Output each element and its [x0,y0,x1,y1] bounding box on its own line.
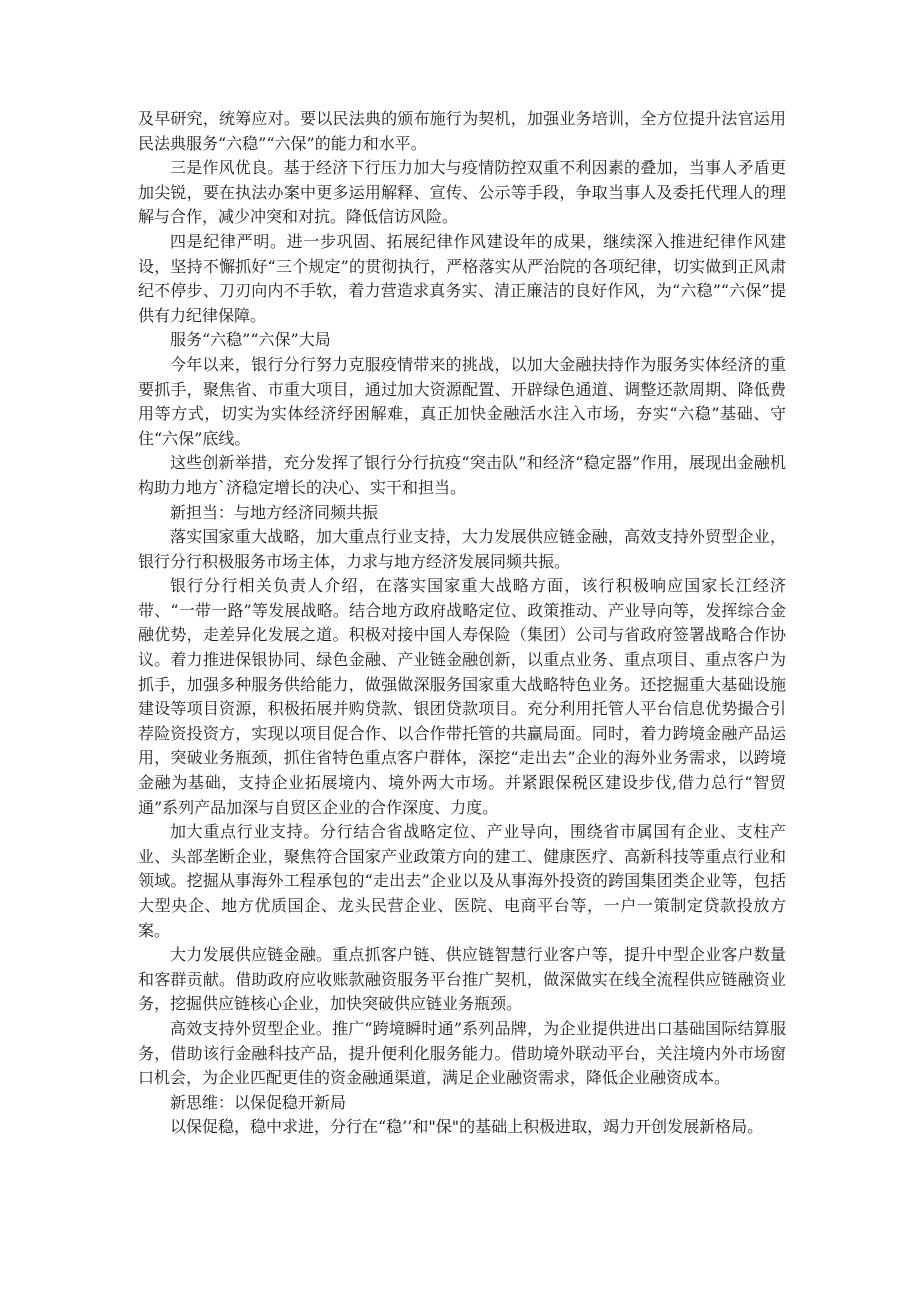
paragraph-4: 今年以来，银行分行努力克服疫情带来的挑战，以加大金融扶持作为服务实体经济的重要抓手，聚焦省、市重大项目，通过加大资源配置、开辟绿色通道、调整还款周期、降低费用等方式，切实为实体经济纾困解难，真正加快金融活水注入市场，夯实“六稳”基础、守住“六保”底线。 [138,354,786,448]
paragraph-5: 这些创新举措，充分发挥了银行分行抗疫“突击队”和经济“稳定器”作用，展现出金融机构助力地方`济稳定增长的决心、实干和担当。 [138,453,786,497]
paragraph-9: 大力发展供应链金融。重点抓客户链、供应链智慧行业客户等，提升中型企业客户数量和客群贡献。借助政府应收账款融资服务平台推广契机，做深做实在线全流程供应链融资业务，挖掘供应链核心企业，加快突破供应链业务瓶颈。 [138,945,786,1014]
paragraph-8: 加大重点行业支持。分行结合省战略定位、产业导向，围绕省市属国有企业、支柱产业、头部垄断企业，聚焦符合国家产业政策方向的建工、健康医疗、高新科技等重点行业和领域。挖掘从事海外工程承包的“走出去”企业以及从事海外投资的跨国集团类企业等，包括大型央企、地方优质国企、龙头民营企业、医院、电商平台等，一户一策制定贷款投放方案。 [138,822,786,940]
section-heading-3: 新思维：以保促稳开新局 [170,1092,347,1112]
section-heading-2: 新担当：与地方经济同频共振 [170,502,379,522]
paragraph-2: 三是作风优良。基于经济下行压力加大与疫情防控双重不利因素的叠加，当事人矛盾更加尖锐，要在执法办案中更多运用解释、宣传、公示等手段，争取当事人及委托代理人的理解与合作，减少冲突和对抗。降低信访风险。 [138,158,786,227]
section-heading-1: 服务“六稳”“六保”大局 [170,330,331,350]
paragraph-7: 银行分行相关负责人介绍，在落实国家重大战略方面，该行积极响应国家长江经济带、“一带一路”等发展战略。结合地方政府战略定位、政策推动、产业导向等，发挥综合金融优势，走差异化发展之道。积极对接中国人寿保险（集团）公司与省政府签署战略合作协议。着力推进保银协同、绿色金融、产业链金融创新，以重点业务、重点项目、重点客户为抓手，加强多种服务供给能力，做强做深服务国家重大战略特色业务。还挖掘重大基础设施建设等项目资源，积极拓展并购贷款、银团贷款项目。充分利用托管人平台信息优势撮合引荐险资投资方，实现以项目促合作、以合作带托管的共赢局面。同时，着力跨境金融产品运用，突破业务瓶颈，抓住省特色重点客户群体，深挖“走出去”企业的海外业务需求，以跨境金融为基础，支持企业拓展境内、境外两大市场。并紧跟保税区建设步伐,借力总行“智贸通”系列产品加深与自贸区企业的合作深度、力度。 [138,576,786,817]
paragraph-6: 落实国家重大战略，加大重点行业支持，大力发展供应链金融，高效支持外贸型企业，银行分行积极服务市场主体，力求与地方经济发展同频共振。 [138,527,786,571]
paragraph-10: 高效支持外贸型企业。推广“跨境瞬时通”系列品牌，为企业提供进出口基础国际结算服务，借助该行金融科技产品，提升便利化服务能力。借助境外联动平台，关注境内外市场窗口机会，为企业匹配更佳的资金融通渠道，满足企业融资需求，降低企业融资成本。 [138,1018,786,1088]
paragraph-3: 四是纪律严明。进一步巩固、拓展纪律作风建设年的成果，继续深入推进纪律作风建设，坚持不懈抓好“三个规定”的贯彻执行，严格落实从严治院的各项纪律，切实做到正风肃纪不停步、刀刃向内不手软，着力营造求真务实、清正廉洁的良好作风，为“六稳”“六保”提供有力纪律保障。 [138,231,786,325]
paragraph-11: 以保促稳，稳中求进，分行在“稳’’和"保"的基础上积极进取，竭力开创发展新格局。 [170,1117,764,1137]
document-page [138,107,786,1140]
paragraph-1: 及早研究，统筹应对。要以民法典的颁布施行为契机，加强业务培训，全方位提升法官运用民法典服务“六稳”“六保”的能力和水平。 [138,109,786,153]
